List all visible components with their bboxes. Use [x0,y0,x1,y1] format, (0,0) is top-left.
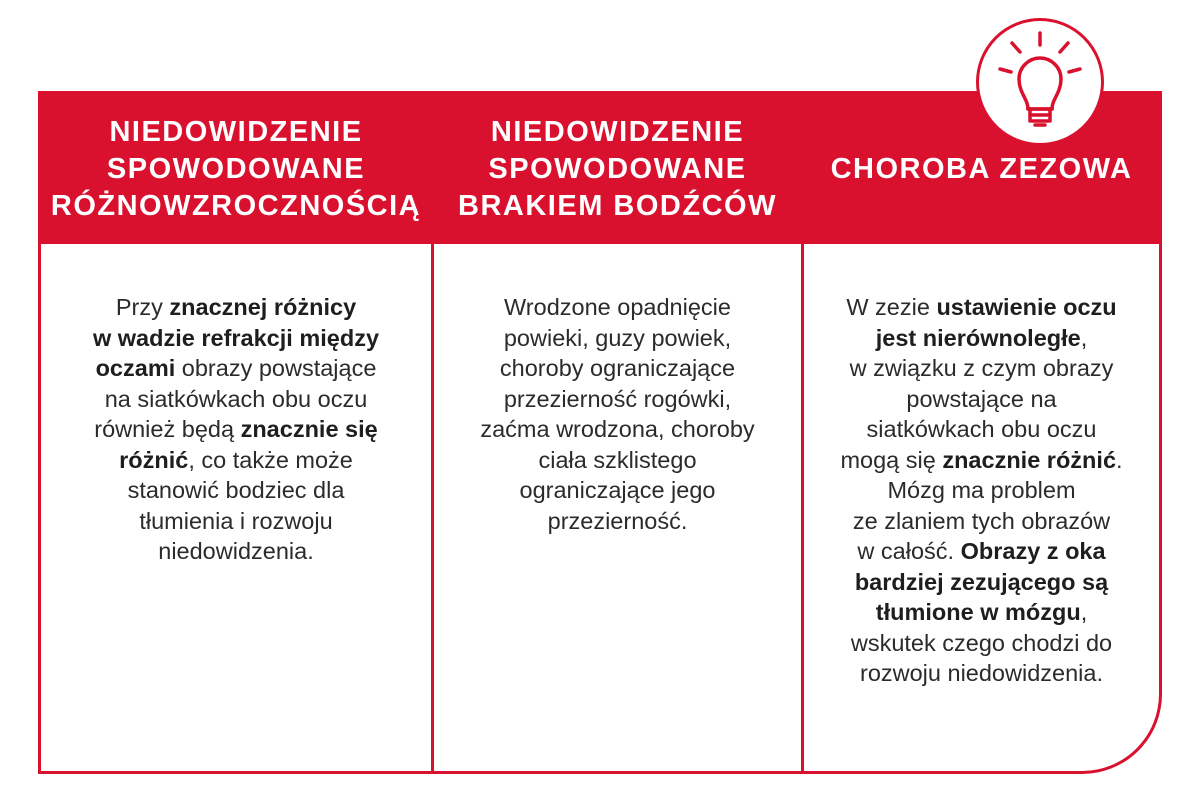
body-text-line [804,658,1159,689]
emphasized-text: znacznie się [240,416,378,442]
body-text: przezierność. [547,507,688,534]
body-text: ograniczające jego [519,477,716,503]
column-header-line: SPOWODOWANE [488,152,747,185]
body-text-line [41,353,431,384]
body-text-line [804,475,1159,506]
body-text-line [434,384,801,415]
body-text: tłumienia i rozwoju [139,507,333,534]
emphasized-text: znacznie różnić [942,446,1117,473]
body-text-line [41,506,431,537]
body-text-line [434,353,801,384]
body-text-line [804,445,1159,476]
body-text-line [41,536,431,567]
body-text-line [41,384,431,415]
body-text: w związku z czym obrazy [849,355,1114,381]
body-text: ciała szklistego [538,446,697,473]
body-text: powieki, guzy powiek, [503,324,732,351]
body-text: niedowidzenia. [158,538,314,564]
body-text-line [804,414,1159,445]
column-header-line: RÓŻNOWZROCZNOŚCIĄ [50,189,422,222]
body-text-line [41,445,431,476]
emphasized-text: ustawienie oczu [936,294,1117,320]
column-header-line: BRAKIEM BODŹCÓW [458,189,777,222]
comparison-table [38,91,1162,774]
body-text: obrazy powstające [175,355,377,381]
column-header-line: CHOROBA ZEZOWA [830,152,1133,185]
body-text: , co także może [188,446,353,473]
body-text: W zezie [846,294,937,320]
lightbulb-badge [976,18,1104,146]
body-text-line [434,323,801,354]
body-text-line [434,445,801,476]
column-header-line: SPOWODOWANE [106,152,366,185]
body-text-line [41,414,431,445]
body-text-line [804,628,1159,659]
body-text-line [41,475,431,506]
body-text: Przy [115,294,170,320]
emphasized-text: Obrazy z oka [960,538,1106,564]
column-body-anisometropia [41,292,431,567]
column-header-anisometropia [41,94,431,244]
column-header-line: NIEDOWIDZENIE [490,115,745,148]
body-text-line [804,506,1159,537]
body-text: zaćma wrodzona, choroby [480,416,755,442]
column-body-deprivation [434,292,801,536]
body-text: Wrodzone opadnięcie [504,294,731,320]
emphasized-text: jest nierównoległe [875,324,1081,351]
body-text: przezierność rogówki, [503,385,732,412]
lightbulb-icon [979,21,1101,143]
column-body-strabismus [804,292,1159,689]
body-text: powstające na [906,385,1057,412]
emphasized-text: znacznej różnicy [169,294,357,320]
body-text: na siatkówkach obu oczu [104,385,368,412]
body-text: wskutek czego chodzi do [850,629,1113,656]
body-text: . [1116,446,1123,473]
body-text-line [41,323,431,354]
body-text: choroby ograniczające [499,355,736,381]
column-header-deprivation [434,94,801,244]
emphasized-text: bardziej zezującego są [854,568,1109,595]
body-text-line [434,292,801,323]
body-text: , [1080,599,1088,625]
body-text-line [804,323,1159,354]
emphasized-text: oczami [95,355,176,381]
body-text-line [804,597,1159,628]
body-text-line [434,475,801,506]
body-text-line [804,567,1159,598]
column-header-line: NIEDOWIDZENIE [109,115,363,148]
body-text-line [804,353,1159,384]
body-text: , [1080,324,1088,351]
emphasized-text: różnić [119,446,189,473]
body-text: ze zlaniem tych obrazów [852,507,1111,534]
body-text: mogą się [840,446,943,473]
body-text-line [41,292,431,323]
body-text-line [434,506,801,537]
body-text-line [804,384,1159,415]
body-text: stanowić bodziec dla [127,477,345,503]
emphasized-text: tłumione w mózgu [875,599,1081,625]
emphasized-text: w wadzie refrakcji między [92,324,380,351]
body-text: siatkówkach obu oczu [866,416,1097,442]
body-text: rozwoju niedowidzenia. [860,660,1103,686]
body-text-line [434,414,801,445]
body-text: w całość. [857,538,961,564]
body-text-line [804,536,1159,567]
body-text-line [804,292,1159,323]
body-text: Mózg ma problem [887,477,1076,503]
body-text: również będą [94,416,241,442]
